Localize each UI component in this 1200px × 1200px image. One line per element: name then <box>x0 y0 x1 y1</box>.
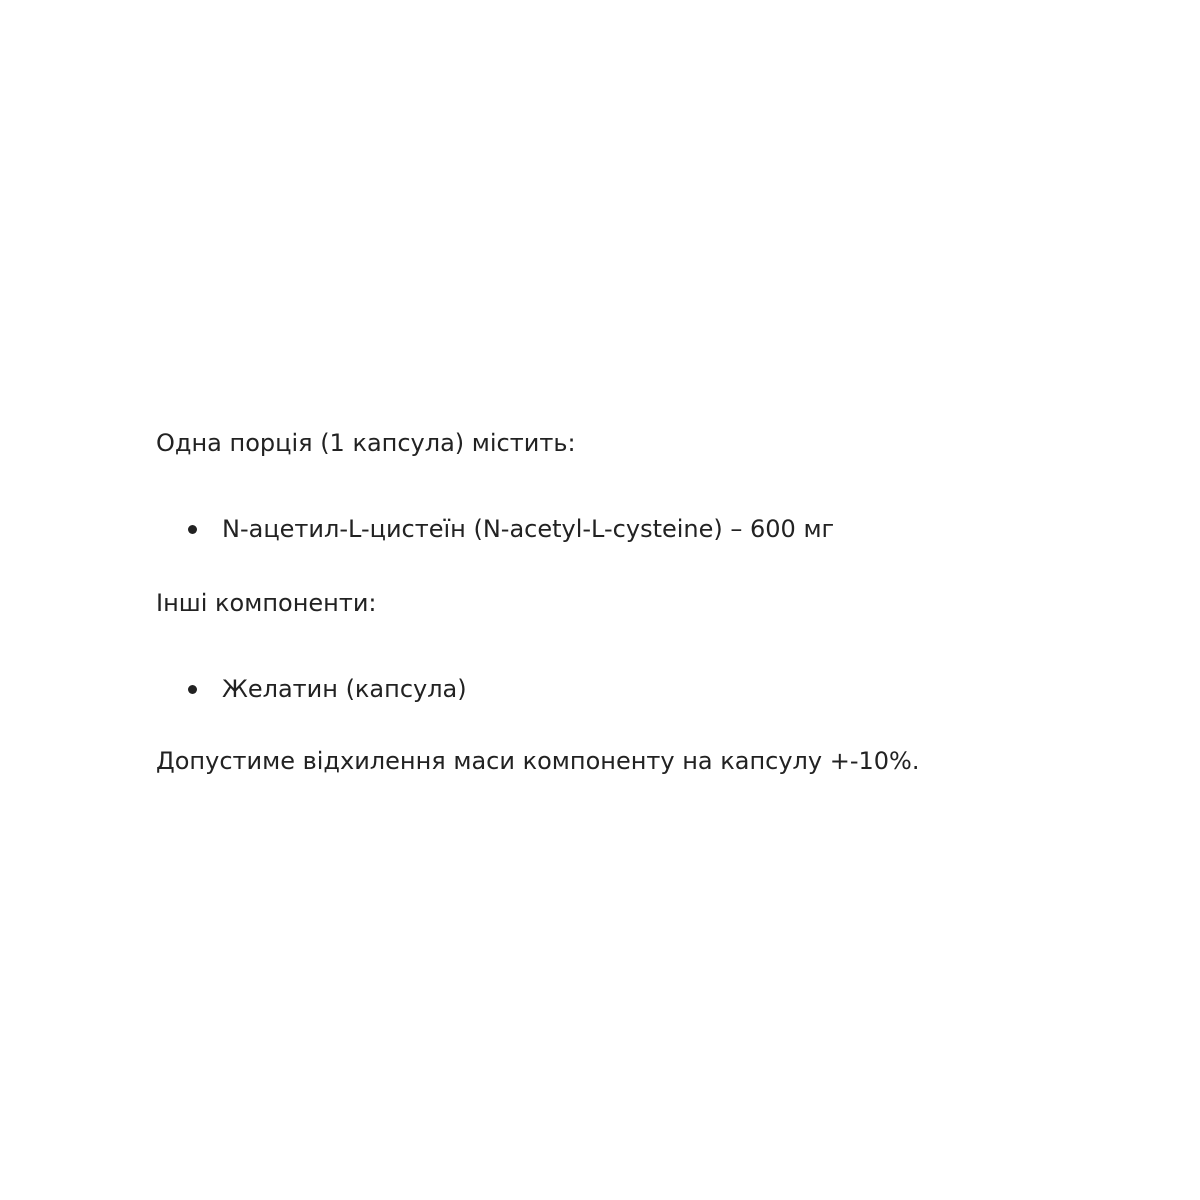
other-components-heading: Інші компоненти: <box>156 589 377 617</box>
ingredients-list <box>156 510 1136 548</box>
ingredient-text: N-ацетил-L-цистеїн (N-acetyl-L-cysteine) – 600 мг <box>222 515 835 543</box>
ingredient-text: Желатин (капсула) <box>222 675 467 703</box>
bullet-icon <box>188 685 197 694</box>
list-item <box>156 670 1136 708</box>
bullet-icon <box>188 525 197 534</box>
other-ingredients-list <box>156 670 1136 708</box>
list-item <box>156 510 1136 548</box>
tolerance-note: Допустиме відхилення маси компоненту на капсулу +-10%. <box>156 747 920 775</box>
composition-section <box>156 424 1136 780</box>
serving-intro: Одна порція (1 капсула) містить: <box>156 429 576 457</box>
